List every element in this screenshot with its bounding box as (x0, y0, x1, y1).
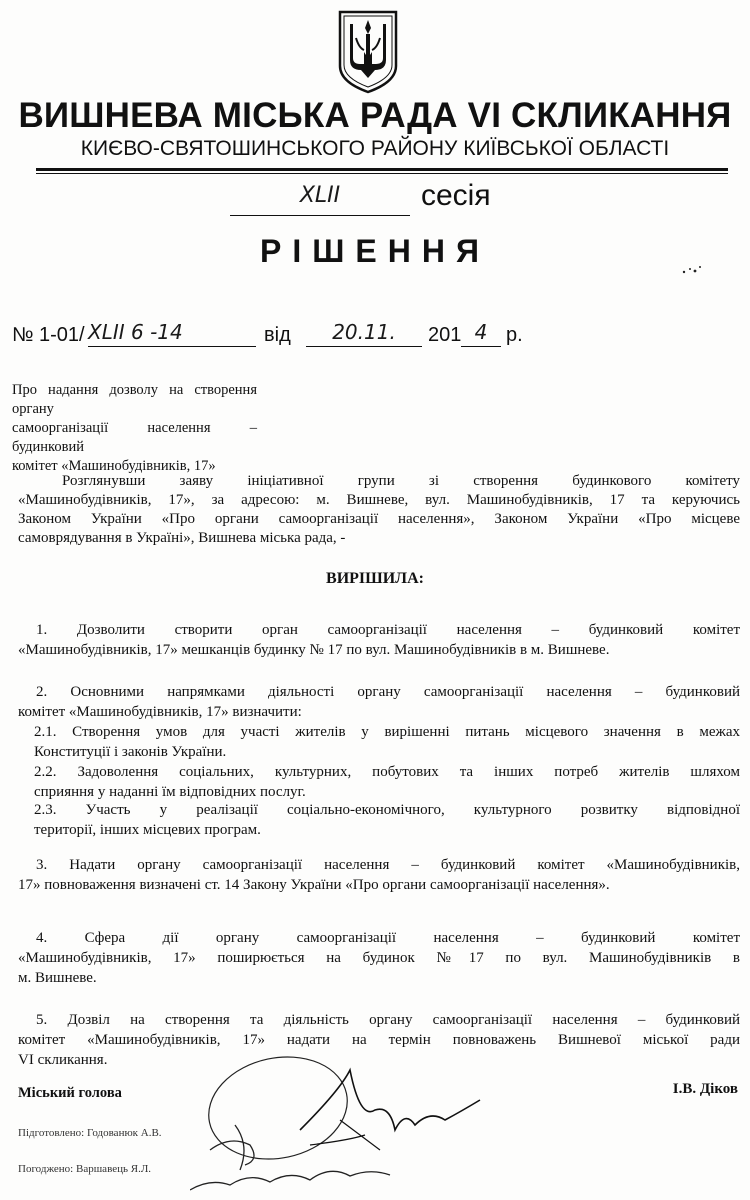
registration-number: XLII 6 -14 (88, 318, 256, 347)
item-line: 2.3. Участь у реалізації соціально-економічного, культурного розвитку відповідної (34, 802, 740, 818)
preamble-line: самоврядування в Україні», Вишнева міська рада, - (18, 530, 346, 546)
registration-year-suffix: р. (506, 324, 523, 346)
decision-item-3 (18, 855, 740, 895)
preamble (18, 472, 740, 548)
item-line: комітет «Машинобудівників, 17» надати на термін повноважень Вишневої міської ради (18, 1032, 740, 1048)
registration-year-prefix: 201 (428, 324, 462, 346)
decision-item-4 (18, 928, 740, 988)
decision-item-2-1 (34, 722, 740, 762)
resolved-heading: ВИРІШИЛА: (326, 570, 424, 587)
item-line: території, інших місцевих програм. (34, 822, 261, 838)
signature-name: І.В. Діков (672, 1081, 738, 1097)
item-line: 2.1. Створення умов для участі жителів у вирішенні питань місцевого значення в межах (34, 724, 740, 740)
decision-subject (12, 381, 257, 476)
council-district: КИЄВО-СВЯТОШИНСЬКОГО РАЙОНУ КИЇВСЬКОЇ ОБЛАСТІ (80, 137, 670, 160)
header-rule-thin (36, 173, 728, 174)
item-line: 5. Дозвіл на створення та діяльність органу самоорганізації населення – будинковий (36, 1012, 740, 1028)
item-line: «Машинобудівників, 17» поширюється на будинок №17 по вул. Машинобудівників в (18, 950, 740, 966)
decision-item-2-2 (34, 762, 740, 802)
council-title: ВИШНЕВА МІСЬКА РАДА VI СКЛИКАННЯ (18, 96, 732, 135)
header-rule-thick (36, 168, 728, 171)
item-line: 17» повноваження визначені ст. 14 Закону України «Про органи самоорганізації населення». (18, 877, 610, 893)
item-line: 3. Надати органу самоорганізації населення – будинковий комітет «Машинобудівників, (36, 857, 740, 873)
signature-scribble (190, 1050, 490, 1200)
item-line: сприяння у наданні їм відповідних послуг. (34, 784, 306, 800)
registration-from: від (264, 324, 291, 346)
decision-item-1 (18, 620, 740, 660)
item-line: 1. Дозволити створити орган самоорганізації населення – будинковий комітет (36, 622, 740, 638)
document-title: РІШЕННЯ (260, 233, 490, 269)
registration-year-digit: 4 (461, 318, 501, 347)
item-line: м. Вишневе. (18, 970, 97, 986)
preamble-line: «Машинобудівників, 17», за адресою: м. Вишневе, вул. Машинобудівників, 17 та керуючись (18, 492, 740, 508)
decision-item-2-3 (34, 800, 740, 840)
item-line: 4. Сфера дії органу самоорганізації населення – будинковий комітет (36, 930, 740, 946)
preamble-line: Законом України «Про органи самоорганізації населення», Законом України «Про місцеве (18, 511, 740, 527)
subject-line: Про надання дозволу на створення органу (12, 382, 257, 417)
registration-line (12, 318, 532, 352)
trident-emblem-icon (335, 8, 401, 94)
subject-line: комітет «Машинобудівників, 17» (12, 458, 216, 474)
item-line: «Машинобудівників, 17» мешканців будинку № 17 по вул. Машинобудівників в м. Вишневе. (18, 642, 610, 658)
registration-date: 20.11. (306, 318, 422, 347)
item-line: 2.2. Задоволення соціальних, культурних, побутових та інших потреб жителів шляхом (34, 764, 740, 780)
prepared-by: Підготовлено: Годованюк А.В. (18, 1127, 162, 1139)
item-line: 2. Основними напрямками діяльності органу самоорганізації населення – будинковий (36, 684, 740, 700)
registration-prefix: № 1-01/ (12, 324, 85, 346)
session-number: XLII (230, 181, 410, 216)
item-line: комітет «Машинобудівників, 17» визначити: (18, 704, 302, 720)
preamble-line: Розглянувши заяву ініціативної групи зі створення будинкового комітету (62, 473, 740, 489)
subject-line: самоорганізації населення – будинковий (12, 420, 257, 455)
agreed-by: Погоджено: Варшавець Я.Л. (18, 1163, 152, 1175)
signature-position: Міський голова (18, 1085, 122, 1101)
session-label: сесія (421, 179, 491, 212)
decision-item-2 (18, 682, 740, 722)
item-line: Конституції і законів України. (34, 744, 227, 760)
scan-specks (678, 262, 708, 276)
item-line: VI скликання. (18, 1052, 108, 1068)
